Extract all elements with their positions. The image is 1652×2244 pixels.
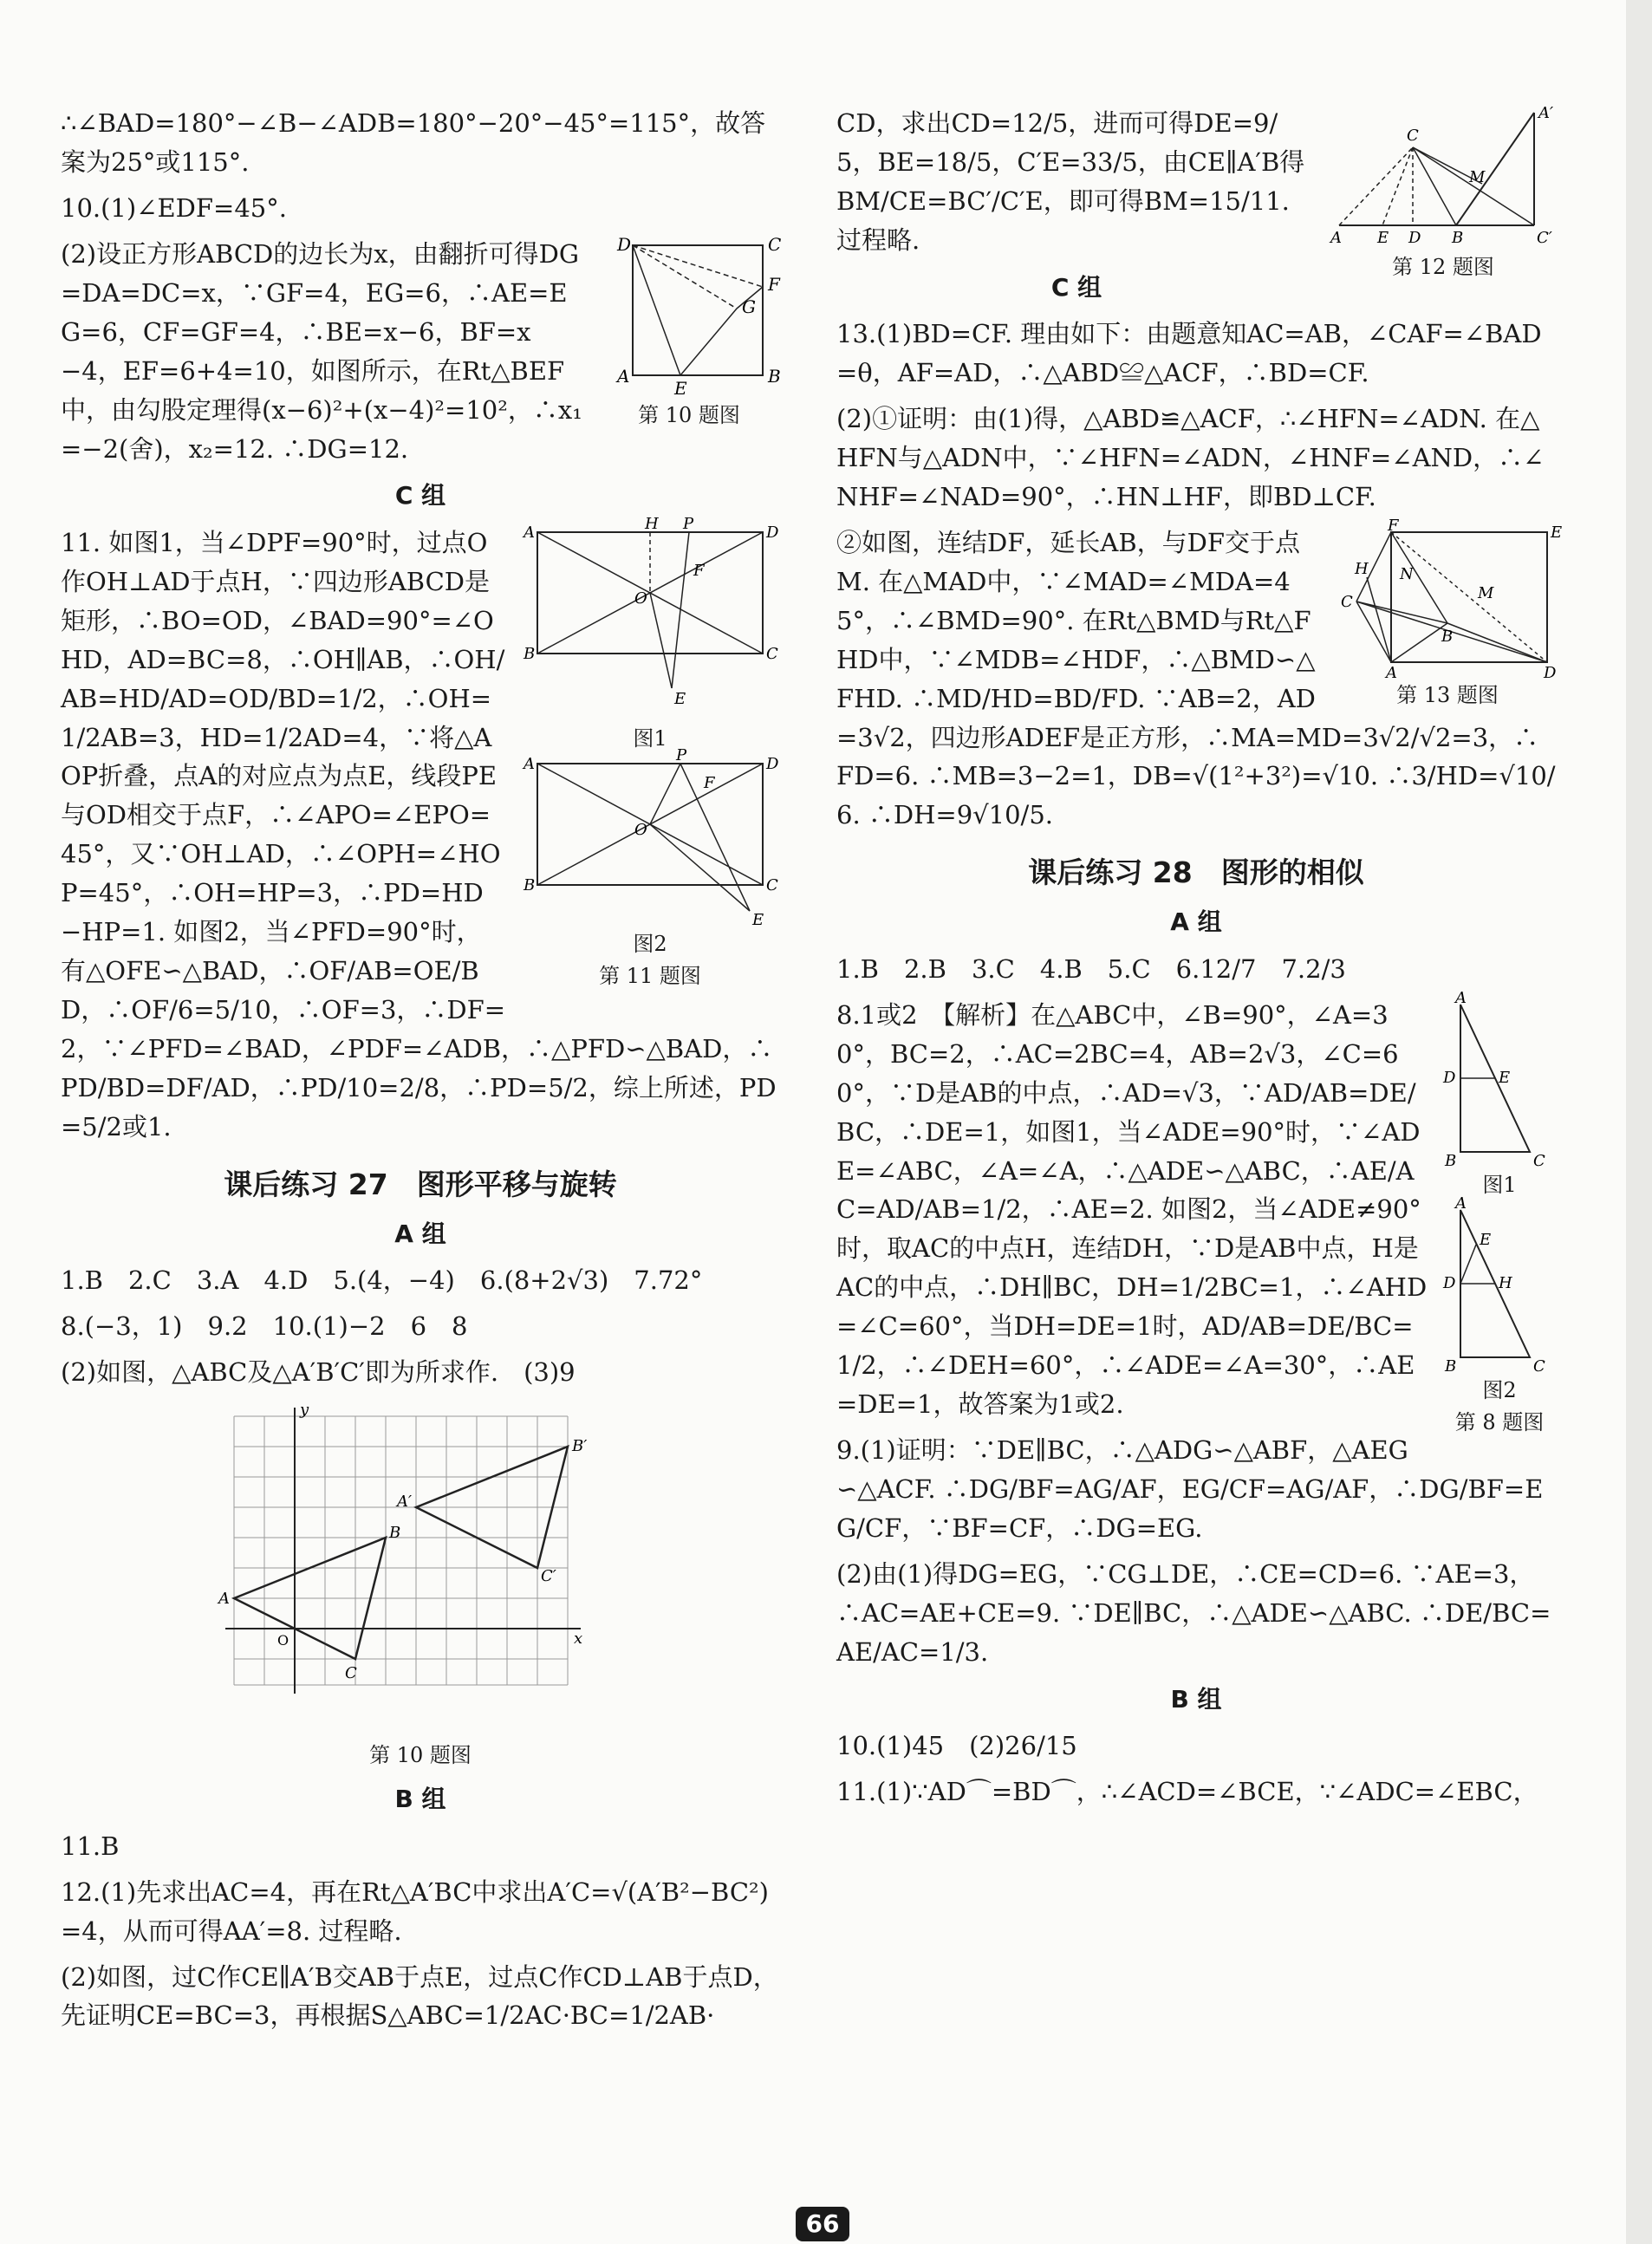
svg-text:A: A bbox=[1330, 229, 1342, 247]
svg-text:E: E bbox=[674, 689, 686, 708]
figure-caption: 第 10 题图 bbox=[369, 1743, 472, 1768]
svg-text:C′: C′ bbox=[1537, 229, 1552, 247]
svg-text:C: C bbox=[766, 876, 778, 895]
para: 13.(1)BD=CF. 理由如下：由题意知AC=AB，∠CAF=∠BAD=θ，AF=AD，∴△ABD≌△ACF，∴BD=CF. bbox=[836, 319, 1542, 388]
svg-text:C: C bbox=[1533, 1356, 1545, 1376]
para: 9.(1)证明：∵DE∥BC，∴△ADG∽△ABF，△AEG∽△ACF. ∴DG/BF=AG/AF，EG/CF=AG/AF，∴DG/BF=EG/CF，∵BF=CF，∴DG=EG. bbox=[836, 1435, 1544, 1543]
svg-text:F: F bbox=[693, 561, 705, 580]
group-heading: B 组 bbox=[1170, 1684, 1222, 1714]
svg-text:D: D bbox=[1443, 1273, 1456, 1292]
svg-text:D: D bbox=[766, 755, 779, 774]
page-edge bbox=[1626, 0, 1652, 2244]
svg-text:H: H bbox=[645, 514, 659, 533]
svg-text:E: E bbox=[1480, 1230, 1492, 1249]
para: (2)如图，△ABC及△A′B′C′即为所求作. (3)9 bbox=[61, 1357, 576, 1388]
svg-text:A: A bbox=[1455, 988, 1467, 1007]
svg-text:E: E bbox=[1551, 523, 1563, 542]
svg-text:H: H bbox=[1355, 559, 1369, 578]
svg-text:P: P bbox=[676, 746, 687, 765]
svg-text:C: C bbox=[766, 644, 778, 663]
figure-caption: 图1 bbox=[633, 725, 667, 751]
svg-text:G: G bbox=[742, 296, 756, 317]
figure-10-grid bbox=[61, 1399, 780, 1772]
group-heading: C 组 bbox=[394, 481, 446, 511]
svg-text:A: A bbox=[218, 1590, 230, 1609]
svg-text:B: B bbox=[1445, 1356, 1457, 1376]
svg-text:x: x bbox=[574, 1629, 583, 1649]
svg-text:O: O bbox=[634, 821, 647, 840]
figure-10 bbox=[598, 235, 780, 432]
group-heading: C 组 bbox=[1050, 272, 1102, 302]
svg-text:B: B bbox=[389, 1524, 401, 1543]
page-number: 66 bbox=[796, 2207, 849, 2241]
svg-text:A′: A′ bbox=[1538, 104, 1554, 122]
svg-text:D: D bbox=[1544, 663, 1557, 682]
group-heading: B 组 bbox=[394, 1785, 446, 1814]
svg-text:A: A bbox=[617, 365, 630, 387]
svg-text:B′: B′ bbox=[572, 1437, 588, 1456]
svg-text:E: E bbox=[674, 377, 687, 399]
para: CD，求出CD=12/5，进而可得DE=9/5，BE=18/5，C′E=33/5，由CE∥A′B得BM/CE=BC′/C′E，即可得BM=15/11. 过程略. bbox=[836, 108, 1305, 255]
right-column bbox=[836, 104, 1563, 1818]
svg-text:F: F bbox=[768, 273, 780, 295]
para: 12.(1)先求出AC=4，再在Rt△A′BC中求出A′C=√(A′B²−BC²)=4，从而可得AA′=8. 过程略. bbox=[61, 1877, 769, 1946]
para: 1.B 2.B 3.C 4.B 5.C 6.12/7 7.2/3 bbox=[836, 953, 1346, 984]
svg-text:O: O bbox=[277, 1632, 289, 1649]
para: 8.(−3，1) 9.2 10.(1)−2 6 8 bbox=[61, 1311, 468, 1342]
para: ②如图，连结DF，延长AB，与DF交于点M. 在△MAD中，∵∠MAD=∠MDA=45°，∴∠BMD=90°. 在Rt△BMD与Rt△FHD中，∵∠MDB=∠HDF，∴△BMD∽△FHD. ∴MD/HD=BD/FD. ∵AB=2，AD=3√2，四边形ADEF是正方形，∴MA=MD=3√2/√2=3，∴FD=6. ∴MB=3−2=1，DB=√(1²+3²)=√10. ∴3/HD=√10/6. ∴DH=9√10/5. bbox=[836, 527, 1556, 830]
svg-text:B: B bbox=[768, 365, 781, 387]
svg-text:A: A bbox=[1386, 663, 1397, 682]
svg-text:O: O bbox=[634, 589, 647, 608]
figure-caption: 第 12 题图 bbox=[1392, 255, 1494, 279]
figure-caption: 第 11 题图 bbox=[599, 964, 701, 989]
figure-caption: 第 13 题图 bbox=[1396, 682, 1499, 707]
para: 11.B bbox=[61, 1831, 120, 1861]
svg-text:C: C bbox=[1407, 127, 1419, 145]
svg-text:A: A bbox=[524, 523, 535, 542]
svg-text:C: C bbox=[768, 233, 782, 255]
svg-text:D: D bbox=[1408, 229, 1421, 247]
para: (2)如图，过C作CE∥A′B交AB于点E，过点C作CD⊥AB于点D，先证明CE=BC=3，再根据S△ABC=1/2AC·BC=1/2AB· bbox=[61, 1961, 778, 2031]
figure-caption: 图2 bbox=[1482, 1377, 1517, 1402]
svg-text:F: F bbox=[704, 774, 715, 793]
svg-text:C: C bbox=[1341, 592, 1353, 611]
svg-text:P: P bbox=[683, 514, 694, 533]
svg-text:M: M bbox=[1469, 168, 1486, 186]
svg-text:N: N bbox=[1400, 564, 1414, 583]
svg-text:F: F bbox=[1388, 516, 1399, 535]
svg-text:E: E bbox=[1377, 229, 1389, 247]
figure-caption: 图2 bbox=[633, 932, 667, 957]
figure-11 bbox=[520, 514, 780, 993]
svg-text:y: y bbox=[300, 1401, 309, 1420]
figure-caption: 第 10 题图 bbox=[638, 402, 740, 427]
svg-text:C: C bbox=[1533, 1151, 1545, 1170]
para: (2)由(1)得DG=EG，∵CG⊥DE，∴CE=CD=6. ∵AE=3，∴AC=AE+CE=9. ∵DE∥BC，∴△ADE∽△ABC. ∴DE/BC=AE/AC=1/3. bbox=[836, 1558, 1551, 1667]
svg-text:E: E bbox=[752, 911, 764, 930]
svg-text:D: D bbox=[766, 523, 779, 542]
para: 8.1或2 【解析】在△ABC中，∠B=90°，∠A=30°，BC=2，∴AC=2BC=4，AB=2√3，∠C=60°，∵D是AB的中点，∴AD=√3，∵AD/AB=DE/BC，∴DE=1，如图1，当∠ADE=90°时，∵∠ADE=∠ABC，∠A=∠A，∴△ADE∽△ABC，∴AE/AC=AD/AB=1/2，∴AE=2. 如图2，当∠ADE≠90°时，取AC的中点H，连结DH，∵D是AB中点，H是AC的中点，∴DH∥BC，DH=1/2BC=1，∴∠AHD=∠C=60°，当DH=DE=1时，AD/AB=DE/BC=1/2，∴∠DEH=60°，∴∠ADE=∠A=30°，∴AE=DE=1，故答案为1或2. bbox=[836, 999, 1428, 1420]
svg-text:A: A bbox=[524, 755, 535, 774]
svg-text:A: A bbox=[1455, 1194, 1467, 1213]
para: 1.B 2.C 3.A 4.D 5.(4，−4) 6.(8+2√3) 7.72° bbox=[61, 1265, 703, 1296]
figure-caption: 第 8 题图 bbox=[1454, 1410, 1545, 1435]
svg-text:D: D bbox=[1443, 1068, 1456, 1087]
para: ∴∠BAD=180°−∠B−∠ADB=180°−20°−45°=115°，故答案为25°或115°. bbox=[61, 108, 766, 177]
svg-text:B: B bbox=[1452, 229, 1464, 247]
svg-text:B: B bbox=[524, 644, 536, 663]
svg-text:D: D bbox=[617, 233, 632, 255]
para: 11. 如图1，当∠DPF=90°时，过点O作OH⊥AD于点H，∵四边形ABCD是矩形，∴BO=OD，∠BAD=90°=∠OHD，AD=BC=8，∴OH∥AB，∴OH/AB=HD/AD=OD/BD=1/2，∴OH=1/2AB=3，HD=1/2AD=4，∵将△AOP折叠，点A的对应点为点E，线段PE与OD相交于点F，∴∠APO=∠EPO=45°，又∵OH⊥AD，∴∠OPH=∠HOP=45°，∴OH=HP=3，∴PD=HD−HP=1. 如图2，当∠PFD=90°时，有△OFE∽△BAD，∴OF/AB=OE/BD，∴OF/6=5/10，∴OF=3，∴DF=2，∵∠PFD=∠BAD，∠PDF=∠ADB，∴△PFD∽△BAD，∴PD/BD=DF/AD，∴PD/10=2/8，∴PD=5/2，综上所述，PD=5/2或1. bbox=[61, 527, 777, 1142]
figure-13 bbox=[1339, 516, 1563, 712]
section-heading: 课后练习 27 图形平移与旋转 bbox=[224, 1167, 617, 1201]
figure-12 bbox=[1330, 104, 1556, 283]
svg-text:M: M bbox=[1478, 583, 1494, 602]
para: 10.(1)∠EDF=45°. bbox=[61, 192, 287, 223]
svg-text:E: E bbox=[1499, 1068, 1511, 1087]
svg-text:C′: C′ bbox=[541, 1567, 556, 1586]
para: 11.(1)∵AD⌒=BD⌒，∴∠ACD=∠BCE，∵∠ADC=∠EBC， bbox=[836, 1777, 1538, 1807]
svg-text:C: C bbox=[345, 1664, 357, 1683]
svg-text:B: B bbox=[1441, 627, 1454, 646]
figure-8 bbox=[1443, 988, 1556, 1440]
svg-text:B: B bbox=[1445, 1151, 1457, 1170]
section-heading: 课后练习 28 图形的相似 bbox=[1028, 855, 1364, 890]
svg-text:H: H bbox=[1499, 1273, 1512, 1292]
svg-text:A′: A′ bbox=[397, 1493, 413, 1512]
group-heading: A 组 bbox=[1170, 907, 1222, 937]
para: 10.(1)45 (2)26/15 bbox=[836, 1731, 1077, 1761]
left-column bbox=[61, 104, 780, 2042]
para: (2)①证明：由(1)得，△ABD≌△ACF，∴∠HFN=∠ADN. 在△HFN与△ADN中，∵∠HFN=∠ADN，∠HNF=∠AND，∴∠NHF=∠NAD=90°，∴HN⊥HF，即BD⊥CF. bbox=[836, 404, 1545, 511]
group-heading: A 组 bbox=[394, 1219, 446, 1248]
svg-text:B: B bbox=[524, 876, 536, 895]
para: (2)设正方形ABCD的边长为x，由翻折可得DG=DA=DC=x，∵GF=4，EG=6，∴AE=EG=6，CF=GF=4，∴BE=x−6，BF=x−4，EF=6+4=10，如图所示，在Rt△BEF中，由勾股定理得(x−6)²+(x−4)²=10²，∴x₁=−2(舍)，x₂=12. ∴DG=12. bbox=[61, 238, 582, 464]
figure-caption: 图1 bbox=[1482, 1172, 1517, 1197]
